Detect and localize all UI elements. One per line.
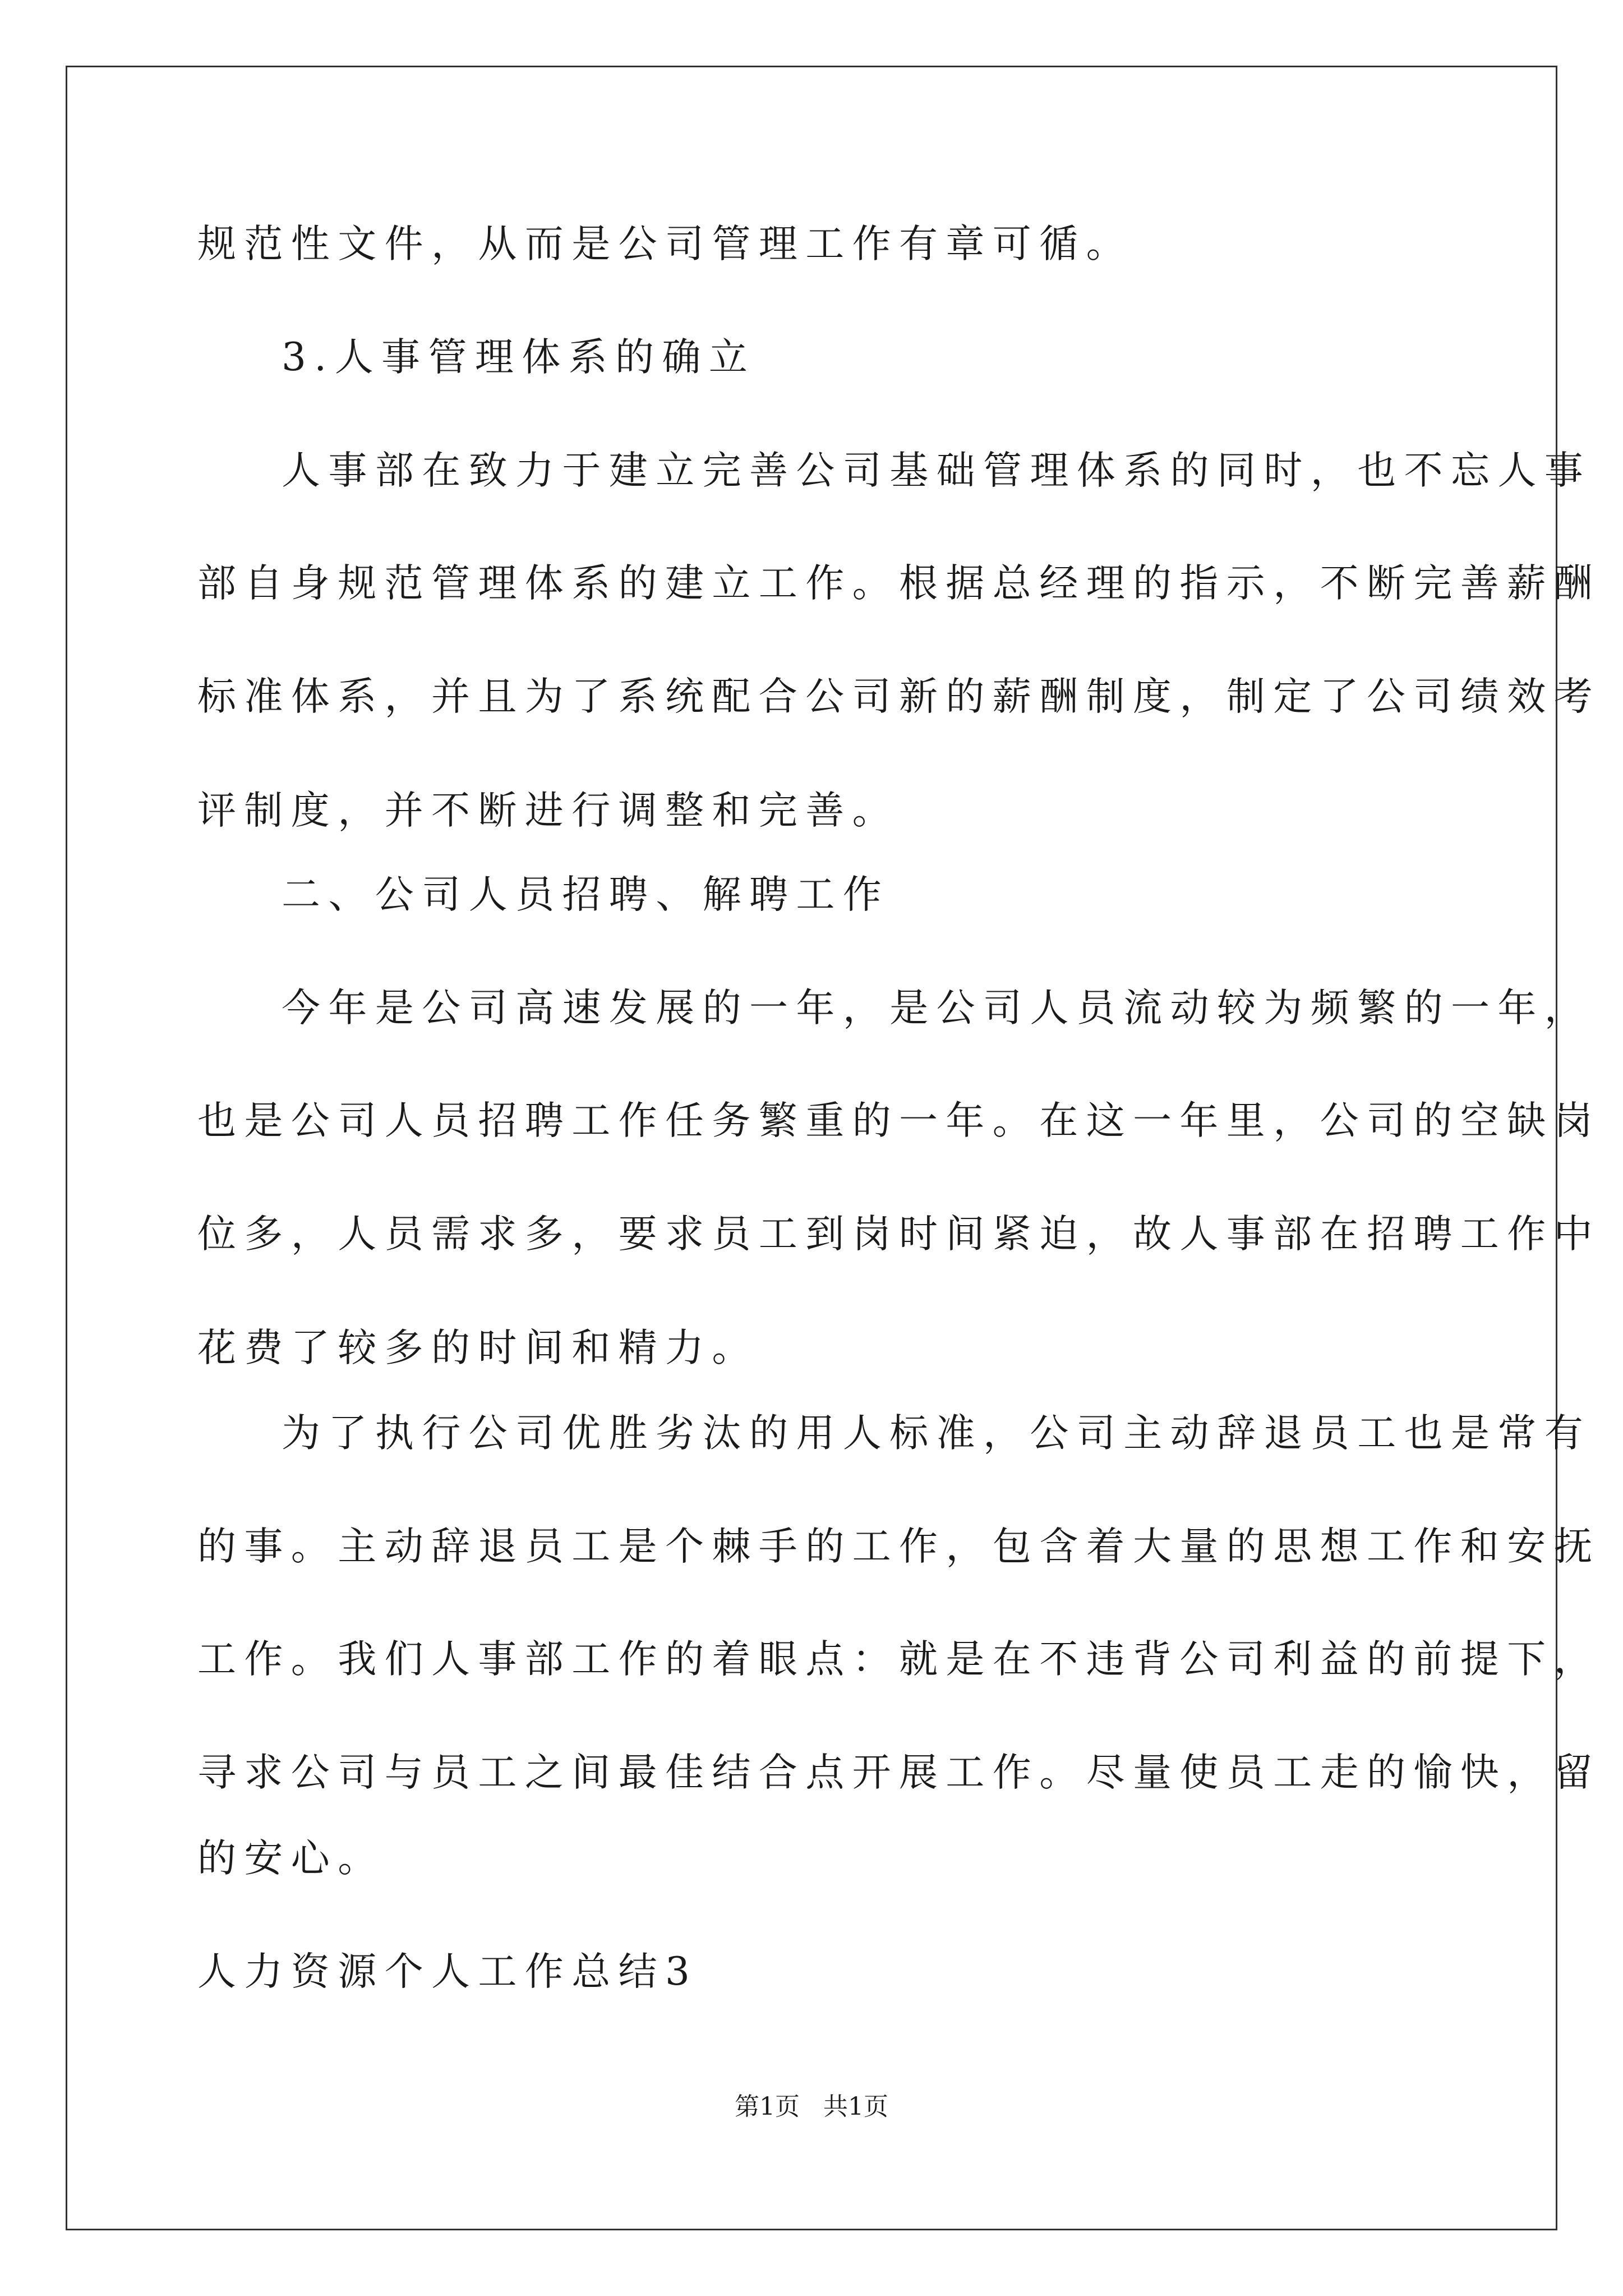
text-line: 为了执行公司优胜劣汰的用人标准，公司主动辞退员工也是常有 <box>282 1411 1592 1456</box>
text-line: 标准体系，并且为了系统配合公司新的薪酬制度，制定了公司绩效考 <box>197 674 1601 719</box>
text-line: 位多，人员需求多，要求员工到岗时间紧迫，故人事部在招聘工作中 <box>197 1212 1601 1257</box>
section-heading: 3.人事管理体系的确立 <box>282 335 756 380</box>
text-line: 也是公司人员招聘工作任务繁重的一年。在这一年里，公司的空缺岗 <box>197 1098 1601 1143</box>
page-border <box>66 66 1557 2230</box>
text-line: 规范性文件，从而是公司管理工作有章可循。 <box>197 222 1133 266</box>
text-line: 今年是公司高速发展的一年，是公司人员流动较为频繁的一年， <box>282 986 1592 1030</box>
text-line: 人事部在致力于建立完善公司基础管理体系的同时，也不忘人事 <box>282 448 1592 493</box>
document-title: 人力资源个人工作总结3 <box>197 1949 698 1994</box>
text-line: 寻求公司与员工之间最佳结合点开展工作。尽量使员工走的愉快，留 <box>197 1750 1601 1795</box>
text-line: 花费了较多的时间和精力。 <box>197 1326 759 1370</box>
text-line: 工作。我们人事部工作的着眼点：就是在不违背公司利益的前提下， <box>197 1637 1601 1682</box>
page-indicator: 第1页 共1页 <box>735 2092 888 2121</box>
text-line: 部自身规范管理体系的建立工作。根据总经理的指示，不断完善薪酬 <box>197 561 1601 606</box>
text-line: 的事。主动辞退员工是个棘手的工作，包含着大量的思想工作和安抚 <box>197 1524 1601 1569</box>
text-line: 的安心。 <box>197 1836 385 1881</box>
section-heading: 二、公司人员招聘、解聘工作 <box>282 872 890 917</box>
text-line: 评制度，并不断进行调整和完善。 <box>197 788 899 833</box>
